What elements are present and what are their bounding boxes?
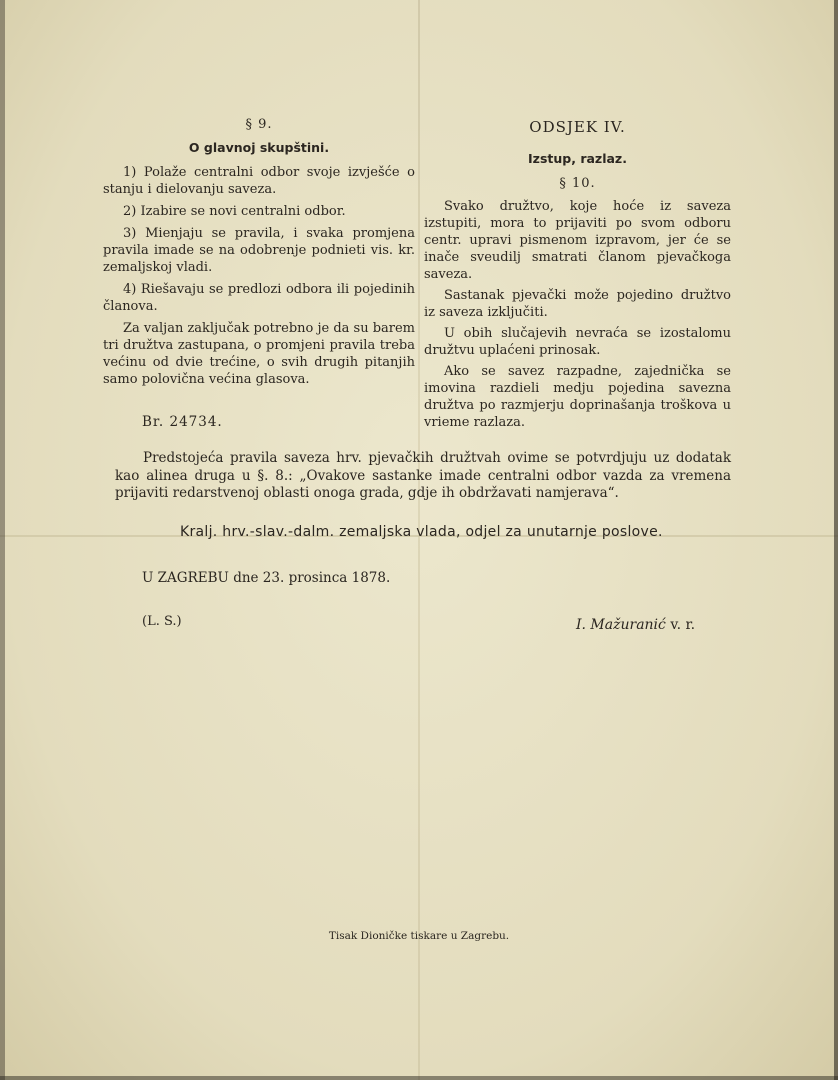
section-10-paragraph-4: Ako se savez razpadne, zajednička se imovina razdieli medju pojedina savezna družtva po razmjerju doprinašanja troškova u vrieme razlaza. (424, 364, 731, 430)
printer-imprint: Tisak Dioničke tiskare u Zagrebu. (328, 930, 510, 942)
section-9-item-2: 2) Izabire se novi centralni odbor. (123, 204, 346, 219)
withdrawal-heading: Izstup, razlaz. (528, 151, 627, 166)
approval-block (115, 450, 731, 503)
place-and-date: U ZAGREBU dne 23. prosinca 1878. (142, 570, 391, 586)
section-10-paragraph-3: U obih slučajevih nevraća se izostalomu družtvu uplaćeni prinosak. (424, 326, 731, 358)
section-9-item-4: 4) Riešavaju se predlozi odbora ili pojedinih članova. (103, 282, 415, 314)
left-page-edge (0, 0, 5, 1080)
signature-name: I. Mažuranić (576, 617, 666, 633)
seal-mark: (L. S.) (142, 614, 182, 629)
left-column (103, 116, 415, 393)
section-9-number: § 9. (245, 117, 273, 132)
right-page-edge (834, 0, 838, 1080)
bottom-page-edge (0, 1076, 838, 1080)
signature (576, 617, 695, 633)
approval-text: Predstojeća pravila saveza hrv. pjevačkih družtvah ovime se potvrdjuju uz dodatak kao alinea druga u §. 8.: „Ovakove sastanke imade centralni odbor vazda za vremena prijaviti redarstvenoj oblasti onoga grada, gdje ih obdržavati namjerava“. (115, 450, 731, 501)
section-10-number: § 10. (559, 176, 596, 191)
right-column (424, 116, 731, 431)
signature-suffix: v. r. (665, 617, 696, 633)
section-10-paragraph-1: Svako družtvo, koje hoće iz saveza izstupiti, mora to prijaviti po svom odboru centr. upravi pismenom izpravom, jer će se inače sveudilj smatrati članom pjevačkoga saveza. (424, 199, 731, 282)
vertical-fold-line (418, 0, 420, 1080)
section-9-quorum-paragraph: Za valjan zaključak potrebno je da su barem tri družtva zastupana, o promjeni pravila treba većinu od dvie trećine, o svih drugih pitanjih samo polovična većina glasova. (103, 321, 416, 387)
section-9-item-1: 1) Polaže centralni odbor svoje izvješće o stanju i dielovanju saveza. (103, 165, 415, 197)
division-heading: ODSJEK IV. (529, 118, 626, 136)
approval-number: Br. 24734. (142, 414, 223, 430)
government-authority: Kralj. hrv.-slav.-dalm. zemaljska vlada, odjel za unutarnje poslove. (180, 524, 663, 540)
section-9-item-3: 3) Mienjaju se pravila, i svaka promjena pravila imade se na odobrenje podnieti vis. kr. zemaljskoj vladi. (103, 226, 415, 275)
section-9-heading: O glavnoj skupštini. (188, 140, 330, 155)
section-10-paragraph-2: Sastanak pjevački može pojedino družtvo iz saveza izključiti. (424, 288, 731, 320)
